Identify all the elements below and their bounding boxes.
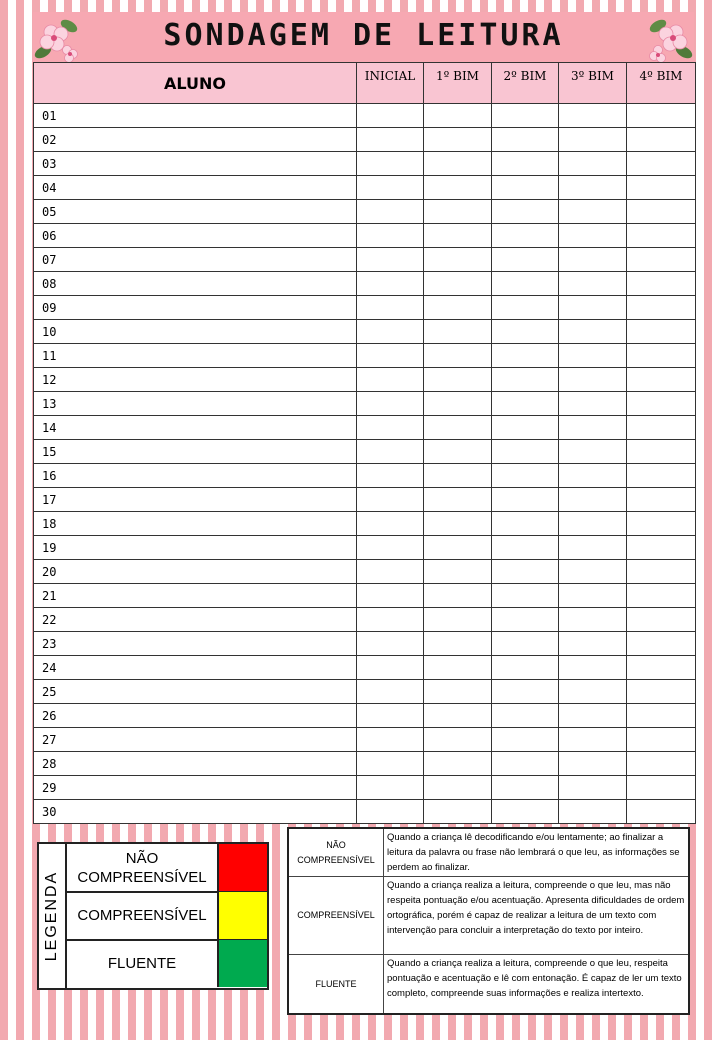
table-row xyxy=(34,224,696,248)
assessment-cell[interactable] xyxy=(627,584,696,608)
assessment-cell[interactable] xyxy=(492,560,559,584)
description-label: NÃO COMPREENSÍVEL xyxy=(288,828,384,877)
table-row xyxy=(34,176,696,200)
assessment-cell[interactable] xyxy=(357,560,424,584)
assessment-cell[interactable] xyxy=(357,464,424,488)
assessment-cell[interactable] xyxy=(424,176,492,200)
student-number: 03 xyxy=(34,152,357,176)
assessment-cell[interactable] xyxy=(424,128,492,152)
table-row xyxy=(34,104,696,128)
assessment-cell[interactable] xyxy=(492,224,559,248)
assessment-cell[interactable] xyxy=(627,224,696,248)
assessment-cell[interactable] xyxy=(492,392,559,416)
table-row xyxy=(34,632,696,656)
assessment-cell[interactable] xyxy=(559,200,627,224)
assessment-cell[interactable] xyxy=(627,776,696,800)
assessment-cell[interactable] xyxy=(357,176,424,200)
assessment-cell[interactable] xyxy=(492,512,559,536)
assessment-cell[interactable] xyxy=(559,632,627,656)
assessment-cell[interactable] xyxy=(627,656,696,680)
assessment-cell[interactable] xyxy=(627,416,696,440)
assessment-cell[interactable] xyxy=(627,800,696,824)
assessment-cell[interactable] xyxy=(424,776,492,800)
table-row xyxy=(34,320,696,344)
description-row xyxy=(288,955,689,1015)
assessment-cell[interactable] xyxy=(357,584,424,608)
assessment-cell[interactable] xyxy=(357,608,424,632)
assessment-cell[interactable] xyxy=(424,512,492,536)
description-label: COMPREENSÍVEL xyxy=(288,877,384,955)
assessment-cell[interactable] xyxy=(492,344,559,368)
student-number: 19 xyxy=(34,536,357,560)
assessment-cell[interactable] xyxy=(424,344,492,368)
assessment-cell[interactable] xyxy=(492,704,559,728)
legend-item-label: COMPREENSÍVEL xyxy=(67,892,219,939)
student-number: 21 xyxy=(34,584,357,608)
hibiscus-flower-icon xyxy=(646,14,694,64)
table-row xyxy=(34,152,696,176)
legend-color-swatch xyxy=(219,844,267,891)
table-row xyxy=(34,416,696,440)
table-row xyxy=(34,608,696,632)
assessment-cell[interactable] xyxy=(424,608,492,632)
assessment-cell[interactable] xyxy=(492,128,559,152)
table-header-row xyxy=(34,63,696,104)
assessment-cell[interactable] xyxy=(627,488,696,512)
assessment-cell[interactable] xyxy=(492,176,559,200)
table-row xyxy=(34,584,696,608)
table-row xyxy=(34,656,696,680)
assessment-cell[interactable] xyxy=(357,488,424,512)
student-number: 29 xyxy=(34,776,357,800)
assessment-cell[interactable] xyxy=(424,104,492,128)
student-number: 27 xyxy=(34,728,357,752)
assessment-cell[interactable] xyxy=(627,152,696,176)
legend-item-compreensivel xyxy=(67,892,267,941)
assessment-cell[interactable] xyxy=(627,248,696,272)
student-number: 04 xyxy=(34,176,357,200)
table-row xyxy=(34,296,696,320)
assessment-cell[interactable] xyxy=(559,776,627,800)
assessment-cell[interactable] xyxy=(357,536,424,560)
assessment-cell[interactable] xyxy=(492,104,559,128)
assessment-cell[interactable] xyxy=(492,536,559,560)
assessment-cell[interactable] xyxy=(424,728,492,752)
assessment-cell[interactable] xyxy=(627,104,696,128)
assessment-cell[interactable] xyxy=(627,344,696,368)
assessment-cell[interactable] xyxy=(357,728,424,752)
description-text: Quando a criança realiza a leitura, compreende o que leu, respeita pontuação e acentuação e lê com entonação. É capaz de ler um texto completo, compreende suas informações e realiza intertexto. xyxy=(384,955,690,1015)
assessment-cell[interactable] xyxy=(357,656,424,680)
assessment-cell[interactable] xyxy=(627,128,696,152)
assessment-cell[interactable] xyxy=(492,584,559,608)
assessment-cell[interactable] xyxy=(492,752,559,776)
legend-color-swatch xyxy=(219,892,267,939)
assessment-cell[interactable] xyxy=(492,200,559,224)
assessment-cell[interactable] xyxy=(424,488,492,512)
assessment-cell[interactable] xyxy=(559,416,627,440)
assessment-cell[interactable] xyxy=(357,224,424,248)
assessment-cell[interactable] xyxy=(559,560,627,584)
assessment-cell[interactable] xyxy=(627,728,696,752)
table-row xyxy=(34,344,696,368)
reading-assessment-table xyxy=(33,62,696,824)
assessment-cell[interactable] xyxy=(559,488,627,512)
assessment-cell[interactable] xyxy=(424,248,492,272)
assessment-cell[interactable] xyxy=(357,104,424,128)
student-number: 06 xyxy=(34,224,357,248)
page-header xyxy=(33,12,694,62)
student-number: 08 xyxy=(34,272,357,296)
assessment-cell[interactable] xyxy=(357,152,424,176)
table-row xyxy=(34,800,696,824)
assessment-cell[interactable] xyxy=(424,800,492,824)
assessment-cell[interactable] xyxy=(559,512,627,536)
legend-color-swatch xyxy=(219,940,267,987)
description-row xyxy=(288,877,689,955)
assessment-cell[interactable] xyxy=(492,632,559,656)
column-header-2-bim: 2º BIM xyxy=(492,63,559,104)
table-row xyxy=(34,488,696,512)
assessment-cell[interactable] xyxy=(357,272,424,296)
column-header-aluno: ALUNO xyxy=(34,63,357,104)
assessment-cell[interactable] xyxy=(492,728,559,752)
legend-item-nao-compreensivel xyxy=(67,844,267,893)
student-number: 25 xyxy=(34,680,357,704)
legend-item-label: FLUENTE xyxy=(67,940,219,987)
assessment-cell[interactable] xyxy=(492,320,559,344)
assessment-cell[interactable] xyxy=(559,176,627,200)
assessment-cell[interactable] xyxy=(424,680,492,704)
student-number: 24 xyxy=(34,656,357,680)
table-row xyxy=(34,536,696,560)
assessment-cell[interactable] xyxy=(559,800,627,824)
student-number: 05 xyxy=(34,200,357,224)
assessment-cell[interactable] xyxy=(424,320,492,344)
assessment-cell[interactable] xyxy=(357,248,424,272)
assessment-cell[interactable] xyxy=(559,656,627,680)
legend-label: LEGENDA xyxy=(39,844,67,988)
table-row xyxy=(34,440,696,464)
legend-item-fluente xyxy=(67,940,267,987)
table-row xyxy=(34,704,696,728)
table-row xyxy=(34,200,696,224)
assessment-cell[interactable] xyxy=(627,272,696,296)
assessment-cell[interactable] xyxy=(357,344,424,368)
student-number: 18 xyxy=(34,512,357,536)
assessment-cell[interactable] xyxy=(559,728,627,752)
assessment-cell[interactable] xyxy=(559,392,627,416)
assessment-cell[interactable] xyxy=(559,536,627,560)
assessment-cell[interactable] xyxy=(627,368,696,392)
assessment-cell[interactable] xyxy=(492,464,559,488)
description-label: FLUENTE xyxy=(288,955,384,1015)
student-number: 09 xyxy=(34,296,357,320)
table-row xyxy=(34,776,696,800)
assessment-cell[interactable] xyxy=(424,464,492,488)
description-row xyxy=(288,828,689,877)
assessment-cell[interactable] xyxy=(424,152,492,176)
assessment-cell[interactable] xyxy=(357,752,424,776)
student-number: 28 xyxy=(34,752,357,776)
assessment-cell[interactable] xyxy=(559,272,627,296)
assessment-cell[interactable] xyxy=(627,704,696,728)
assessment-cell[interactable] xyxy=(559,752,627,776)
page-title: SONDAGEM DE LEITURA xyxy=(163,18,564,53)
assessment-cell[interactable] xyxy=(627,296,696,320)
table-row xyxy=(34,512,696,536)
assessment-cell[interactable] xyxy=(627,440,696,464)
assessment-cell[interactable] xyxy=(357,200,424,224)
assessment-cell[interactable] xyxy=(424,560,492,584)
assessment-cell[interactable] xyxy=(627,464,696,488)
table-row xyxy=(34,560,696,584)
table-row xyxy=(34,368,696,392)
assessment-cell[interactable] xyxy=(559,704,627,728)
column-header-4-bim: 4º BIM xyxy=(627,63,696,104)
student-number: 23 xyxy=(34,632,357,656)
table-row xyxy=(34,128,696,152)
table-row xyxy=(34,752,696,776)
assessment-cell[interactable] xyxy=(357,704,424,728)
assessment-cell[interactable] xyxy=(492,296,559,320)
assessment-cell[interactable] xyxy=(357,392,424,416)
assessment-cell[interactable] xyxy=(424,632,492,656)
assessment-cell[interactable] xyxy=(559,608,627,632)
student-number: 02 xyxy=(34,128,357,152)
assessment-cell[interactable] xyxy=(492,272,559,296)
assessment-cell[interactable] xyxy=(492,656,559,680)
assessment-cell[interactable] xyxy=(559,104,627,128)
assessment-cell[interactable] xyxy=(357,128,424,152)
assessment-cell[interactable] xyxy=(559,248,627,272)
table-row xyxy=(34,680,696,704)
column-header-3-bim: 3º BIM xyxy=(559,63,627,104)
assessment-cell[interactable] xyxy=(492,800,559,824)
assessment-cell[interactable] xyxy=(492,416,559,440)
assessment-cell[interactable] xyxy=(424,416,492,440)
assessment-cell[interactable] xyxy=(424,656,492,680)
student-number: 20 xyxy=(34,560,357,584)
student-number: 12 xyxy=(34,368,357,392)
student-number: 16 xyxy=(34,464,357,488)
level-descriptions-table xyxy=(287,827,690,1015)
assessment-cell[interactable] xyxy=(357,440,424,464)
assessment-cell[interactable] xyxy=(424,752,492,776)
student-number: 13 xyxy=(34,392,357,416)
assessment-cell[interactable] xyxy=(559,584,627,608)
assessment-cell[interactable] xyxy=(559,440,627,464)
legend-box xyxy=(37,842,269,990)
assessment-cell[interactable] xyxy=(492,608,559,632)
assessment-cell[interactable] xyxy=(559,368,627,392)
assessment-cell[interactable] xyxy=(627,752,696,776)
assessment-cell[interactable] xyxy=(559,152,627,176)
student-number: 11 xyxy=(34,344,357,368)
assessment-cell[interactable] xyxy=(492,776,559,800)
assessment-cell[interactable] xyxy=(357,416,424,440)
assessment-cell[interactable] xyxy=(492,440,559,464)
assessment-cell[interactable] xyxy=(627,512,696,536)
assessment-cell[interactable] xyxy=(424,704,492,728)
assessment-cell[interactable] xyxy=(357,296,424,320)
assessment-cell[interactable] xyxy=(424,368,492,392)
assessment-cell[interactable] xyxy=(424,584,492,608)
assessment-cell[interactable] xyxy=(627,680,696,704)
assessment-cell[interactable] xyxy=(559,296,627,320)
assessment-cell[interactable] xyxy=(627,536,696,560)
student-number: 22 xyxy=(34,608,357,632)
assessment-cell[interactable] xyxy=(492,680,559,704)
assessment-cell[interactable] xyxy=(559,344,627,368)
description-text: Quando a criança lê decodificando e/ou lentamente; ao finalizar a leitura da palavra ou frase não lembrará o que leu, as informações se perdem ao finalizar. xyxy=(384,828,690,877)
student-number: 17 xyxy=(34,488,357,512)
assessment-cell[interactable] xyxy=(559,224,627,248)
assessment-cell[interactable] xyxy=(424,200,492,224)
assessment-cell[interactable] xyxy=(492,248,559,272)
assessment-cell[interactable] xyxy=(492,488,559,512)
assessment-cell[interactable] xyxy=(357,632,424,656)
table-row xyxy=(34,248,696,272)
assessment-cell[interactable] xyxy=(492,368,559,392)
assessment-cell[interactable] xyxy=(559,128,627,152)
assessment-cell[interactable] xyxy=(424,392,492,416)
table-row xyxy=(34,464,696,488)
assessment-cell[interactable] xyxy=(627,176,696,200)
assessment-cell[interactable] xyxy=(357,800,424,824)
student-number: 30 xyxy=(34,800,357,824)
assessment-cell[interactable] xyxy=(357,776,424,800)
student-number: 10 xyxy=(34,320,357,344)
assessment-cell[interactable] xyxy=(357,368,424,392)
student-number: 15 xyxy=(34,440,357,464)
student-number: 14 xyxy=(34,416,357,440)
assessment-cell[interactable] xyxy=(627,608,696,632)
column-header-1-bim: 1º BIM xyxy=(424,63,492,104)
assessment-cell[interactable] xyxy=(627,200,696,224)
assessment-cell[interactable] xyxy=(492,152,559,176)
assessment-cell[interactable] xyxy=(559,320,627,344)
column-header-inicial: INICIAL xyxy=(357,63,424,104)
student-number: 26 xyxy=(34,704,357,728)
table-row xyxy=(34,728,696,752)
student-number: 01 xyxy=(34,104,357,128)
assessment-cell[interactable] xyxy=(424,272,492,296)
description-text: Quando a criança realiza a leitura, compreende o que leu, mas não respeita pontuação e/ou acentuação. Apresenta dificuldades de ordem ortográfica, porém é capaz de realizar a leitura de um texto com intervenção para concluir a interpretação do texto por inteiro. xyxy=(384,877,690,955)
assessment-cell[interactable] xyxy=(424,296,492,320)
assessment-cell[interactable] xyxy=(424,440,492,464)
assessment-cell[interactable] xyxy=(357,512,424,536)
table-row xyxy=(34,272,696,296)
assessment-cell[interactable] xyxy=(357,320,424,344)
assessment-cell[interactable] xyxy=(627,560,696,584)
legend-item-label: NÃO COMPREENSÍVEL xyxy=(67,844,219,891)
student-number: 07 xyxy=(34,248,357,272)
assessment-cell[interactable] xyxy=(559,680,627,704)
assessment-cell[interactable] xyxy=(424,224,492,248)
assessment-cell[interactable] xyxy=(627,632,696,656)
assessment-cell[interactable] xyxy=(424,536,492,560)
assessment-cell[interactable] xyxy=(627,392,696,416)
assessment-cell[interactable] xyxy=(559,464,627,488)
table-row xyxy=(34,392,696,416)
assessment-cell[interactable] xyxy=(357,680,424,704)
assessment-cell[interactable] xyxy=(627,320,696,344)
